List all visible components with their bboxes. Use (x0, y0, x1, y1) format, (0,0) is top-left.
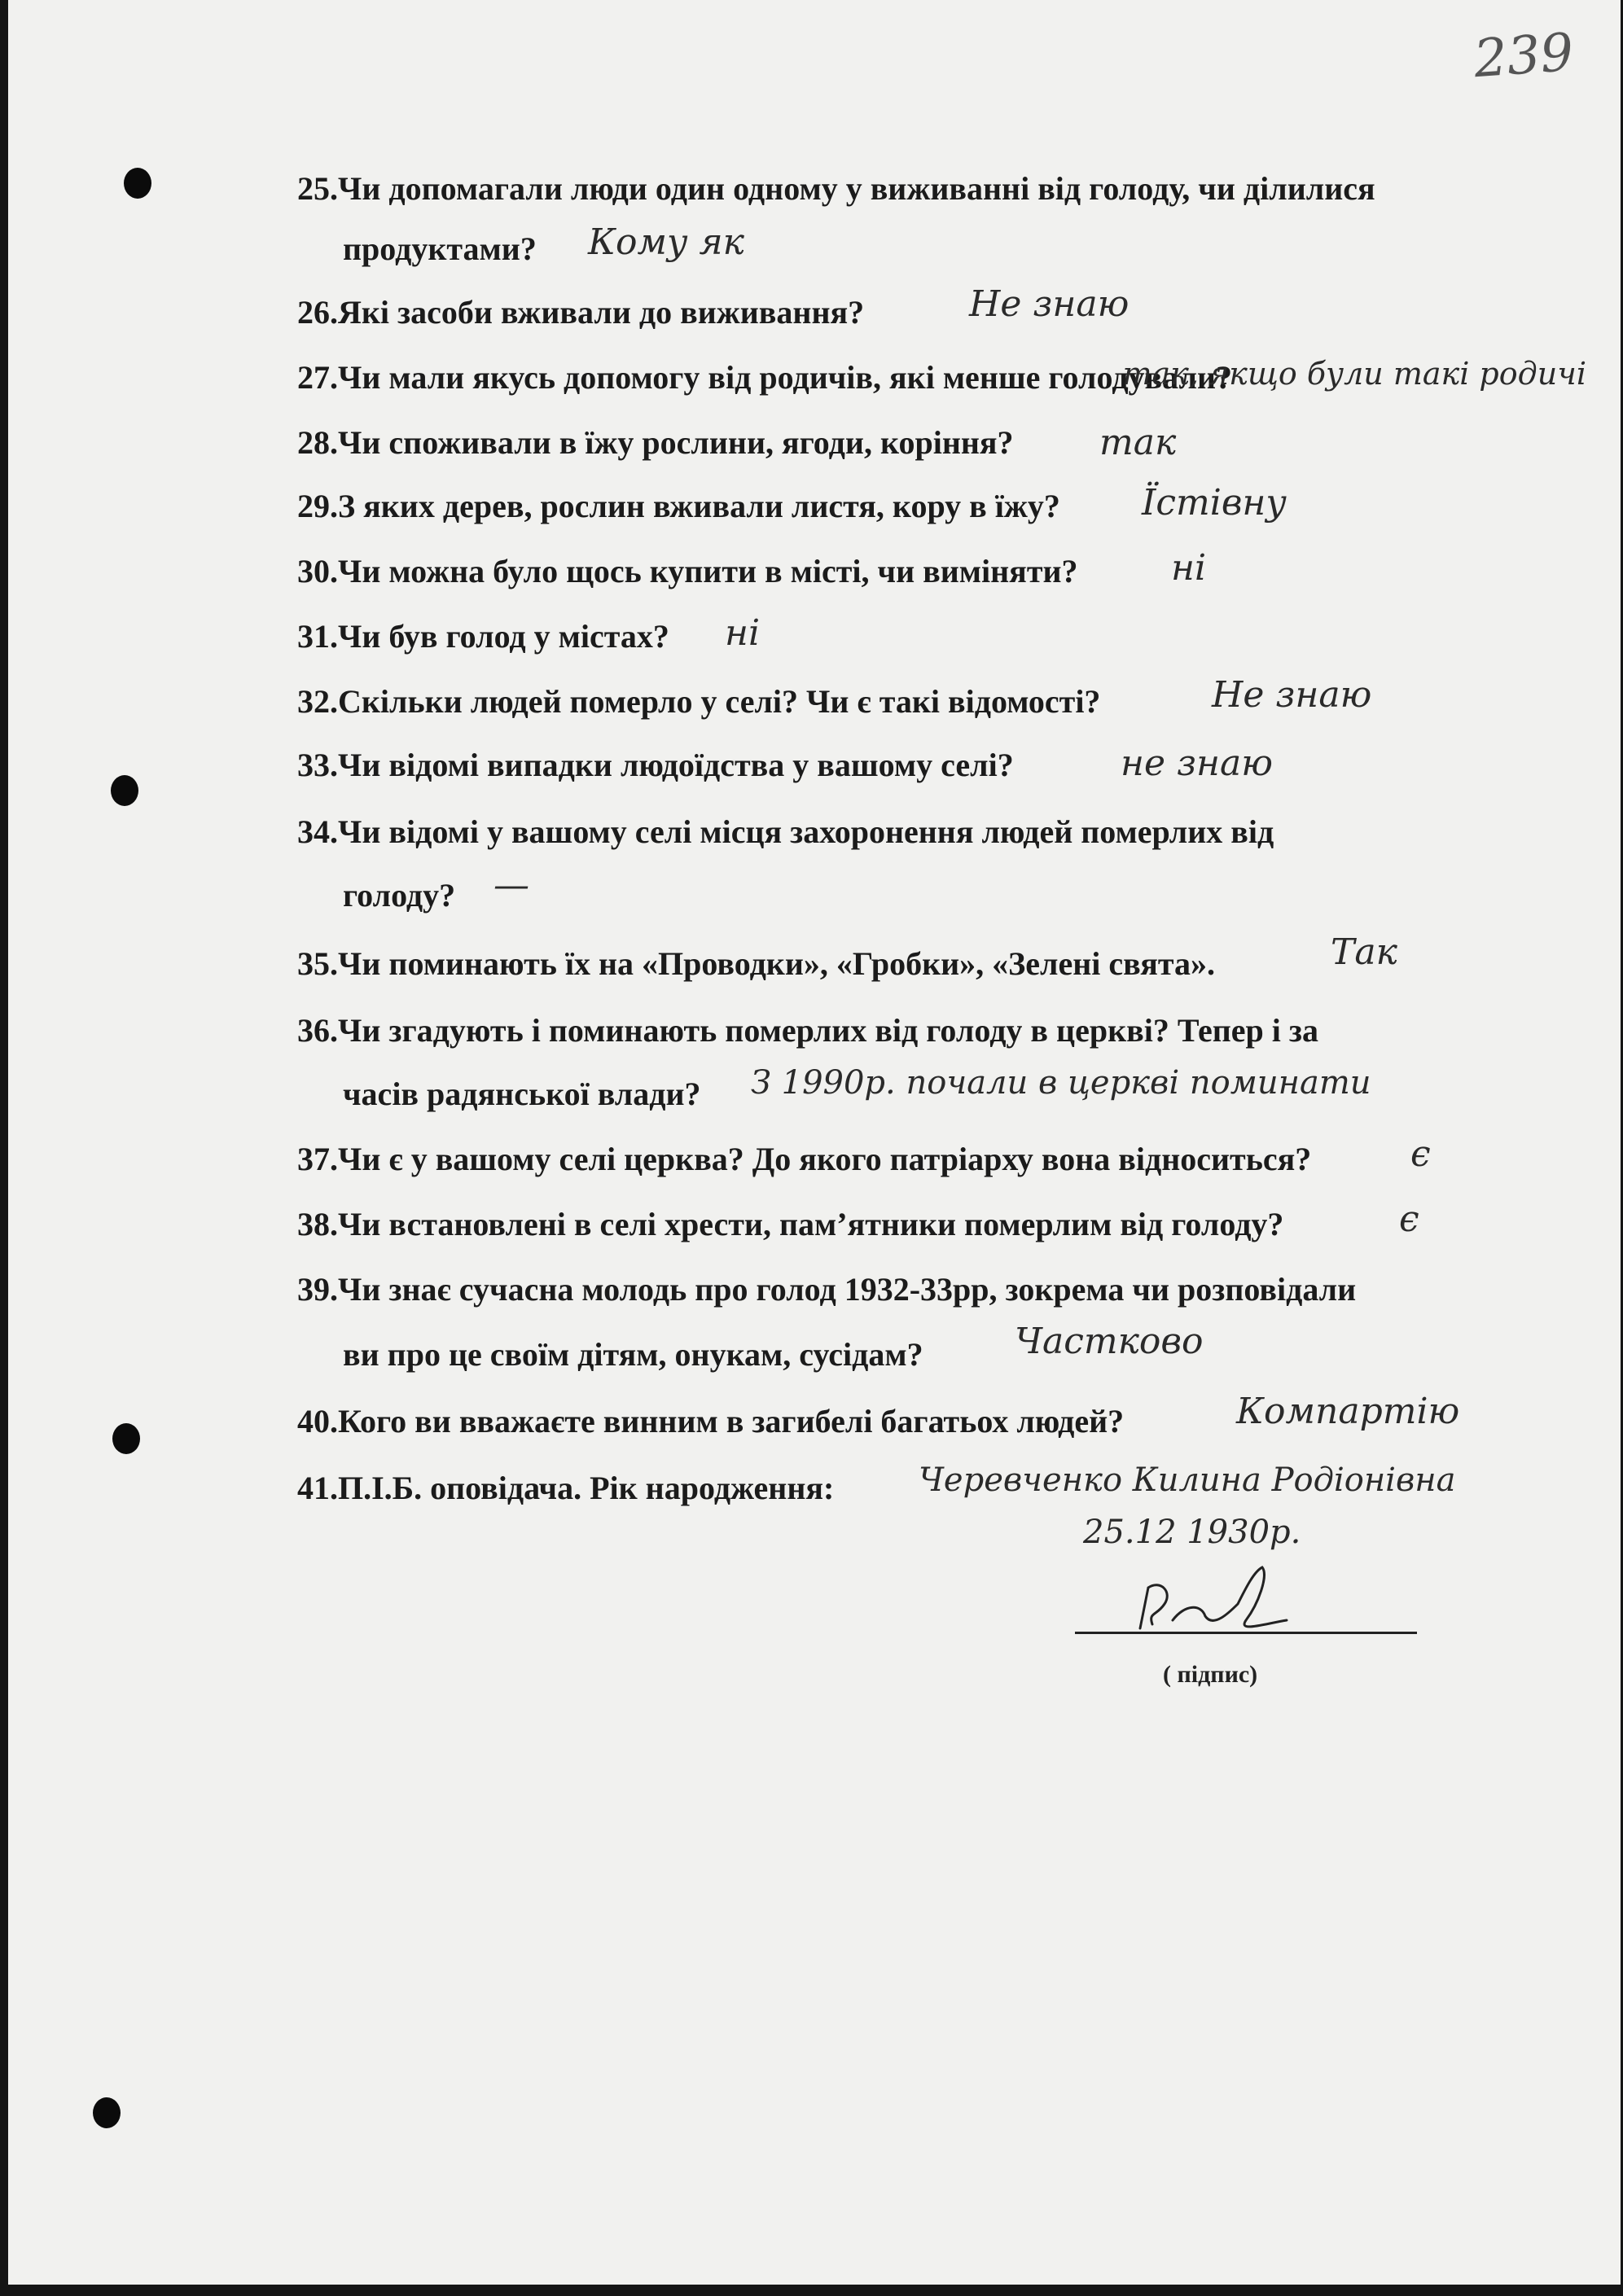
question-25-continuation: продуктами? (343, 230, 537, 267)
question-34-continuation: голоду? (343, 877, 456, 914)
question-text: Чи допомагали люди один одному у виживанні від голоду, чи ділилися (338, 170, 1375, 207)
question-41 (297, 1472, 834, 1505)
question-number: 37. (297, 1141, 338, 1177)
question-text: Чи мали якусь допомогу від родичів, які менше голодували? (338, 359, 1232, 396)
signature-caption: ( підпис) (1163, 1661, 1258, 1688)
answer-27: так, якщо були такі родичі (1122, 356, 1586, 392)
answer-37: є (1410, 1133, 1431, 1175)
answer-39: Частково (1015, 1321, 1204, 1362)
question-33 (297, 749, 1014, 782)
question-32 (297, 683, 1101, 720)
question-text: Чи є у вашому селі церква? До якого патріарху вона відноситься? (338, 1141, 1312, 1177)
answer-34: — (493, 865, 529, 906)
punch-hole (112, 1423, 140, 1454)
question-number: 39. (297, 1271, 338, 1308)
question-text: Чи встановлені в селі хрести, пам’ятники померлим від голоду? (338, 1206, 1284, 1242)
question-text: З яких дерев, рослин вживали листя, кору в їжу? (338, 488, 1060, 524)
answer-33: не знаю (1121, 743, 1273, 784)
answer-41-birthdate: 25.12 1930р. (1083, 1514, 1301, 1551)
answer-30: ні (1171, 547, 1207, 589)
question-number: 28. (297, 424, 338, 461)
question-number: 31. (297, 618, 338, 655)
question-text: Чи знає сучасна молодь про голод 1932-33рр, зокрема чи розповідали (338, 1271, 1357, 1308)
question-text: Чи відомі випадки людоїдства у вашому селі? (338, 747, 1014, 783)
answer-25: Кому як (588, 221, 744, 263)
question-37 (297, 1143, 1311, 1176)
answer-41-name: Черевченко Килина Родіонівна (919, 1461, 1456, 1499)
question-38 (297, 1208, 1283, 1241)
question-number: 26. (297, 294, 338, 331)
punch-hole (93, 2097, 121, 2128)
answer-29: Їстівну (1142, 482, 1287, 524)
answer-31: ні (725, 612, 761, 654)
answer-28: так (1099, 422, 1177, 463)
question-39 (297, 1273, 1356, 1306)
question-text: Чи був голод у містах? (338, 618, 669, 655)
document-page (8, 0, 1621, 2285)
question-number: 32. (297, 683, 338, 720)
question-text: Чи можна було щось купити в місті, чи виміняти? (338, 553, 1078, 589)
question-number: 29. (297, 488, 338, 524)
question-number: 27. (297, 359, 338, 396)
question-36 (297, 1014, 1318, 1047)
question-28 (297, 424, 1014, 461)
question-text: Чи згадують і поминають померлих від голоду в церкві? Тепер і за (338, 1012, 1318, 1049)
question-26 (297, 296, 864, 329)
question-text: Чи споживали в їжу рослини, ягоди, коріння? (338, 424, 1014, 461)
question-number: 25. (297, 170, 338, 207)
question-text: П.І.Б. оповідача. Рік народження: (338, 1470, 835, 1506)
question-number: 30. (297, 553, 338, 589)
question-25 (297, 170, 1375, 207)
signature-line (1075, 1632, 1417, 1634)
question-number: 41. (297, 1470, 338, 1506)
question-number: 38. (297, 1206, 338, 1242)
answer-32: Не знаю (1212, 674, 1372, 716)
question-number: 36. (297, 1012, 338, 1049)
question-number: 34. (297, 813, 338, 850)
punch-hole (111, 775, 138, 806)
question-34 (297, 813, 1274, 850)
answer-26: Не знаю (969, 283, 1130, 325)
question-text: Чи відомі у вашому селі місця захоронення людей померлих від (338, 813, 1274, 850)
answer-40: Компартію (1236, 1391, 1460, 1432)
question-40 (297, 1405, 1124, 1438)
question-30 (297, 555, 1078, 588)
question-number: 33. (297, 747, 338, 783)
question-text: Які засоби вживали до виживання? (338, 294, 865, 331)
question-31 (297, 620, 669, 653)
answer-36: З 1990р. почали в церкві поминати (751, 1064, 1371, 1102)
question-text: Кого ви вважаєте винним в загибелі багатьох людей? (338, 1403, 1125, 1439)
page-number: 239 (1472, 22, 1576, 90)
answer-38: є (1399, 1198, 1419, 1240)
question-text: Чи поминають їх на «Проводки», «Гробки», «Зелені свята». (338, 945, 1215, 982)
answer-35: Так (1331, 931, 1397, 973)
question-39-continuation: ви про це своїм дітям, онукам, сусідам? (343, 1336, 923, 1373)
question-number: 35. (297, 945, 338, 982)
question-35 (297, 945, 1215, 982)
question-29 (297, 490, 1060, 523)
question-36-continuation: часів радянської влади? (343, 1076, 701, 1112)
punch-hole (124, 168, 151, 199)
question-text: Скільки людей померло у селі? Чи є такі відомості? (338, 683, 1101, 720)
question-number: 40. (297, 1403, 338, 1439)
